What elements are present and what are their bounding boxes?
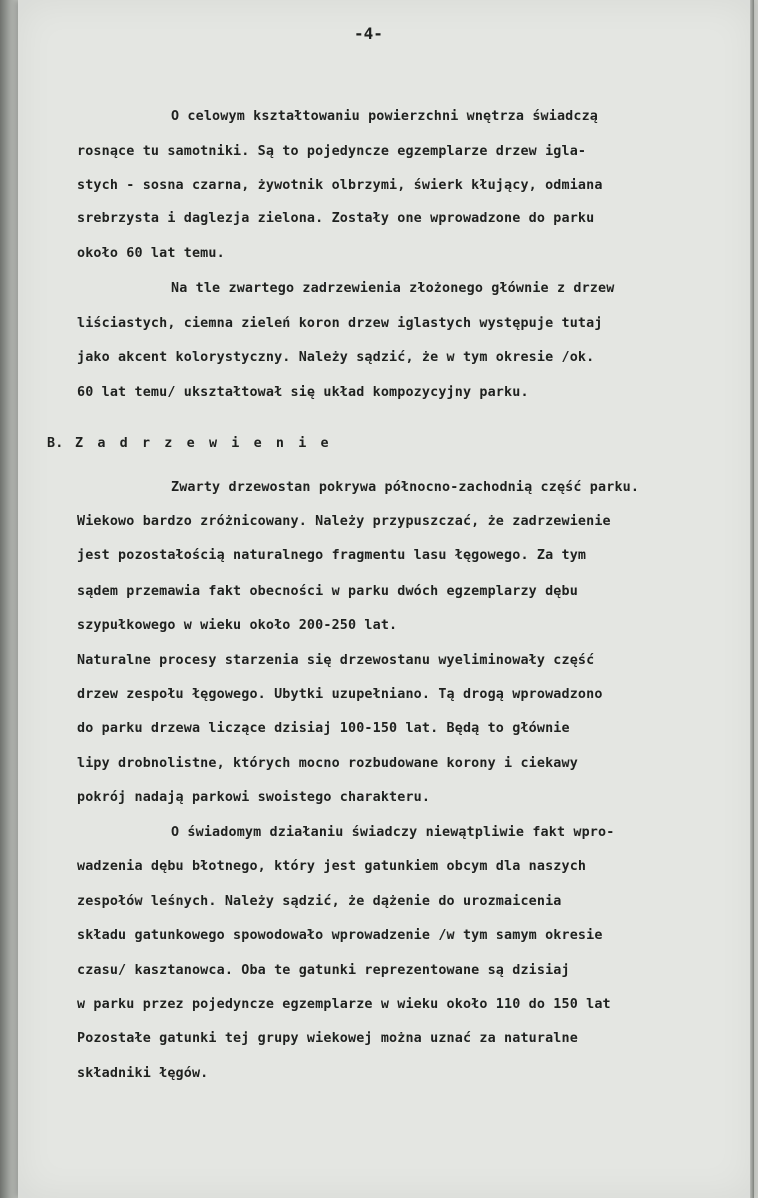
text-line: O celowym kształtowaniu powierzchni wnętrza świadczą [171,109,599,124]
text-line: lipy drobnolistne, których mocno rozbudowane korony i ciekawy [77,756,578,771]
section-marker: B. [47,436,64,451]
text-line: składniki łęgów. [77,1066,209,1081]
text-line: Pozostałe gatunki tej grupy wiekowej można uznać za naturalne [77,1031,578,1046]
text-line: Na tle zwartego zadrzewienia złożonego głównie z drzew [171,281,615,296]
page-edge [750,0,754,1198]
text-line: składu gatunkowego spowodowało wprowadzenie /w tym samym okresie [77,928,603,943]
text-line: pokrój nadają parkowi swoistego charakteru. [77,790,431,805]
text-line: około 60 lat temu. [77,246,225,261]
text-line: czasu/ kasztanowca. Oba te gatunki reprezentowane są dzisiaj [77,963,570,978]
text-line: w parku przez pojedyncze egzemplarze w wieku około 110 do 150 lat [77,997,611,1012]
text-line: drzew zespołu łęgowego. Ubytki uzupełniano. Tą drogą wprowadzono [77,687,603,702]
binding-edge [0,0,18,1198]
text-line: sądem przemawia fakt obecności w parku dwóch egzemplarzy dębu [77,584,578,599]
text-line: do parku drzewa liczące dzisiaj 100-150 lat. Będą to głównie [77,721,570,736]
text-line: szypułkowego w wieku około 200-250 lat. [77,618,398,633]
text-line: Wiekowo bardzo zróżnicowany. Należy przypuszczać, że zadrzewienie [77,514,611,529]
text-line: Zwarty drzewostan pokrywa północno-zachodnią część parku. [171,480,640,495]
section-title: Z a d r z e w i e n i e [75,436,332,451]
text-line: 60 lat temu/ ukształtował się układ kompozycyjny parku. [77,385,529,400]
text-line: stych - sosna czarna, żywotnik olbrzymi, świerk kłujący, odmiana [77,178,603,193]
text-line: jest pozostałością naturalnego fragmentu lasu łęgowego. Za tym [77,548,587,563]
text-line: wadzenia dębu błotnego, który jest gatunkiem obcym dla naszych [77,859,587,874]
text-line: zespołów leśnych. Należy sądzić, że dążenie do urozmaicenia [77,894,562,909]
text-line: jako akcent kolorystyczny. Należy sądzić, że w tym okresie /ok. [77,350,595,365]
text-line: O świadomym działaniu świadczy niewątpliwie fakt wpro- [171,825,615,840]
page-number: -4- [354,24,383,43]
text-line: Naturalne procesy starzenia się drzewostanu wyeliminowały część [77,653,595,668]
text-line: liściastych, ciemna zieleń koron drzew iglastych występuje tutaj [77,316,603,331]
text-line: srebrzysta i daglezja zielona. Zostały one wprowadzone do parku [77,211,595,226]
text-line: rosnące tu samotniki. Są to pojedyncze egzemplarze drzew igla- [77,144,587,159]
